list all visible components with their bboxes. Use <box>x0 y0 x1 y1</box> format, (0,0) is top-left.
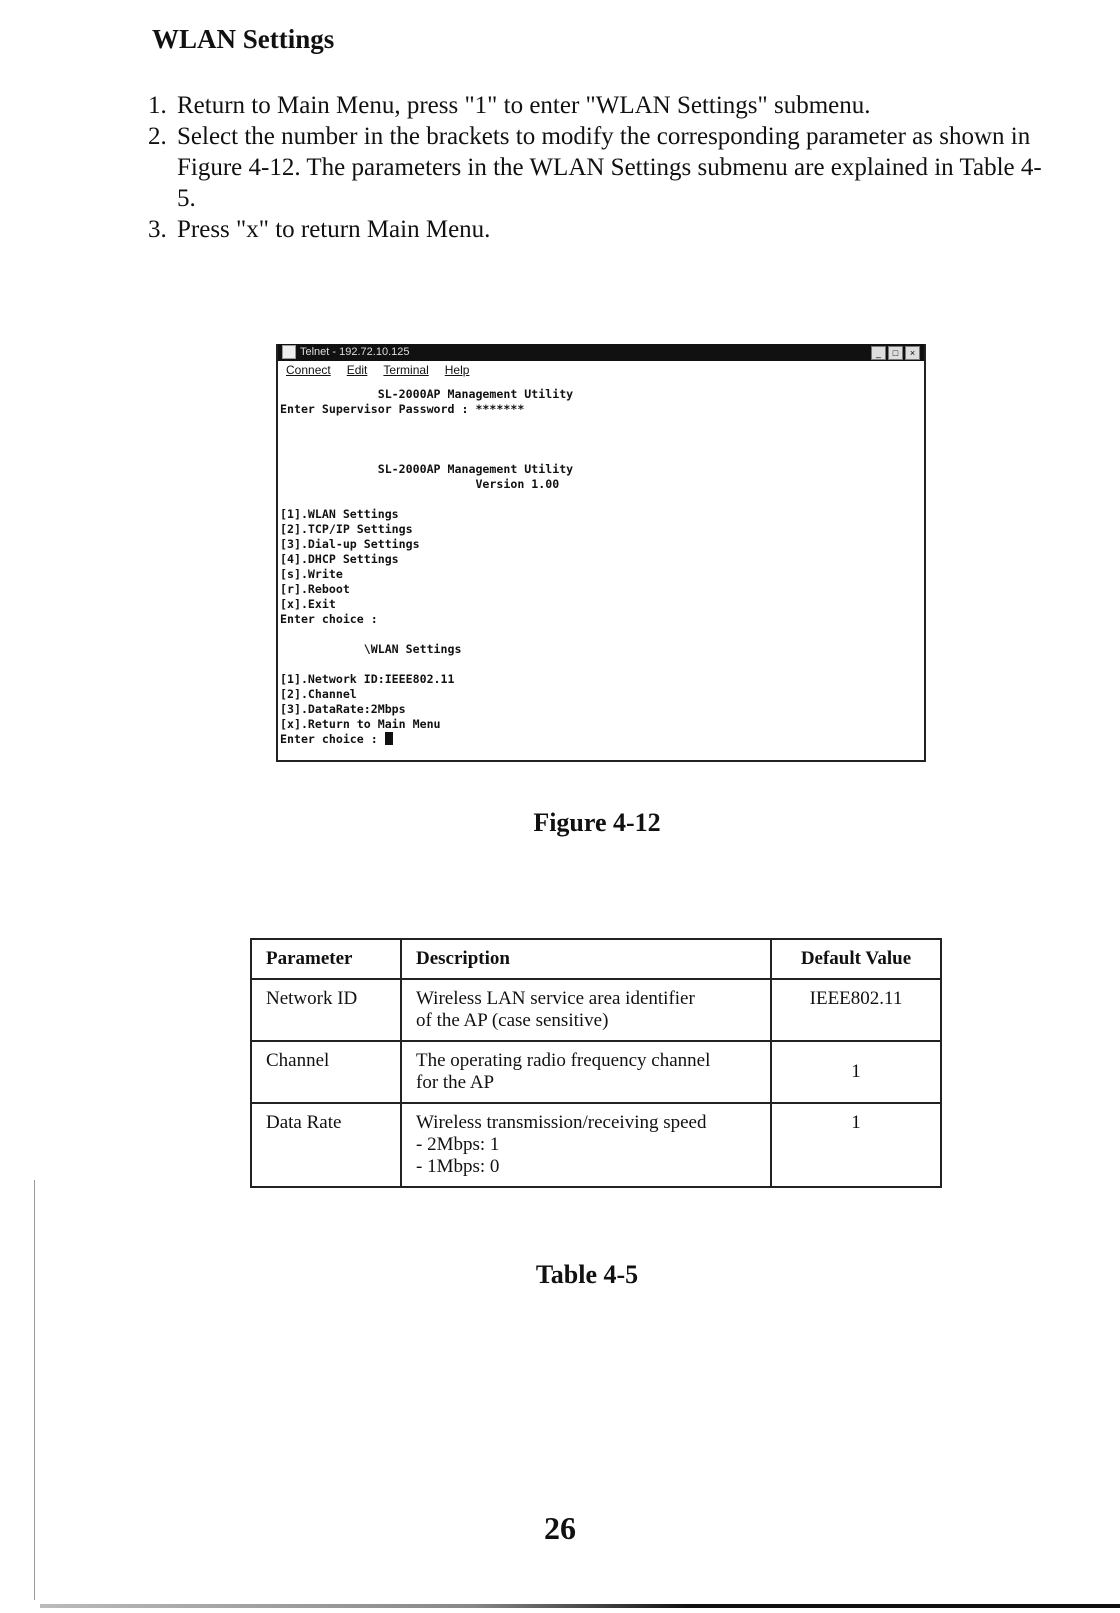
table-caption: Table 4-5 <box>535 1260 639 1289</box>
terminal-line: [s].Write <box>280 567 343 581</box>
terminal-line: Enter Supervisor Password : ******* <box>280 402 525 416</box>
scan-edge-bottom <box>40 1604 1120 1608</box>
terminal-line: [r].Reboot <box>280 582 350 596</box>
maximize-icon: □ <box>888 346 903 360</box>
table-row <box>251 1103 941 1187</box>
close-icon: × <box>905 346 920 360</box>
table-header-row <box>251 939 941 979</box>
section-title: WLAN Settings <box>152 24 335 54</box>
terminal-line: [3].DataRate:2Mbps <box>280 702 406 716</box>
terminal-line: SL-2000AP Management Utility <box>280 387 574 401</box>
default-value-cell: 1 <box>771 1041 941 1103</box>
description-cell: Wireless transmission/receiving speed - 2Mbps: 1 - 1Mbps: 0 <box>401 1103 771 1187</box>
terminal-line: SL-2000AP Management Utility <box>280 462 574 476</box>
cursor-block <box>385 732 393 745</box>
column-header: Description <box>401 939 771 979</box>
table-row <box>251 1041 941 1103</box>
terminal-line: [4].DHCP Settings <box>280 552 399 566</box>
parameter-cell: Network ID <box>251 979 401 1041</box>
description-cell: The operating radio frequency channel for the AP <box>401 1041 771 1103</box>
list-item: 3. Press "x" to return Main Menu. <box>148 216 491 243</box>
terminal-line: [2].TCP/IP Settings <box>280 522 413 536</box>
menu-connect: Connect <box>286 363 331 377</box>
terminal-line: [x].Return to Main Menu <box>280 717 441 731</box>
list-item: 2. Select the number in the brackets to modify the corresponding parameter as shown in Figure 4-12. The parameters in the WLAN Settings submenu are explained in Table 4-5. <box>148 123 1042 212</box>
column-header: Parameter <box>251 939 401 979</box>
menu-edit: Edit <box>346 363 368 377</box>
telnet-titlebar <box>278 344 924 361</box>
terminal-line: [2].Channel <box>280 687 357 701</box>
telnet-title: Telnet - 192.72.10.125 <box>300 346 410 358</box>
terminal-line <box>280 417 924 432</box>
menu-help: Help <box>444 363 470 377</box>
terminal-line: [x].Exit <box>280 597 336 611</box>
terminal-line <box>280 657 924 672</box>
instruction-list <box>148 90 1048 245</box>
terminal-line: Enter choice : <box>280 612 378 626</box>
terminal-prompt-line: Enter choice : <box>280 732 924 747</box>
list-item: 1. Return to Main Menu, press "1" to enter "WLAN Settings" submenu. <box>148 92 871 119</box>
table-row <box>251 979 941 1041</box>
telnet-menubar <box>278 361 924 379</box>
terminal-line <box>280 627 924 642</box>
page-number: 26 <box>544 1510 576 1546</box>
telnet-window-screenshot <box>276 344 926 762</box>
terminal-line: [1].WLAN Settings <box>280 507 399 521</box>
telnet-app-icon <box>282 345 296 359</box>
column-header: Default Value <box>771 939 941 979</box>
terminal-line: Version 1.00 <box>280 477 560 491</box>
parameter-table <box>250 938 942 1188</box>
terminal-line: \WLAN Settings <box>280 642 462 656</box>
window-controls <box>871 346 920 360</box>
terminal-output <box>278 387 924 747</box>
minimize-icon: _ <box>871 346 886 360</box>
figure-caption: Figure 4-12 <box>533 808 661 837</box>
terminal-line <box>280 447 924 462</box>
scan-edge-left <box>34 1180 35 1600</box>
terminal-line <box>280 432 924 447</box>
terminal-line: [3].Dial-up Settings <box>280 537 420 551</box>
default-value-cell: 1 <box>771 1103 941 1187</box>
menu-terminal: Terminal <box>383 363 429 377</box>
parameter-cell: Data Rate <box>251 1103 401 1187</box>
parameter-cell: Channel <box>251 1041 401 1103</box>
terminal-line: [1].Network ID:IEEE802.11 <box>280 672 455 686</box>
default-value-cell: IEEE802.11 <box>771 979 941 1041</box>
terminal-line <box>280 492 924 507</box>
description-cell: Wireless LAN service area identifier of the AP (case sensitive) <box>401 979 771 1041</box>
